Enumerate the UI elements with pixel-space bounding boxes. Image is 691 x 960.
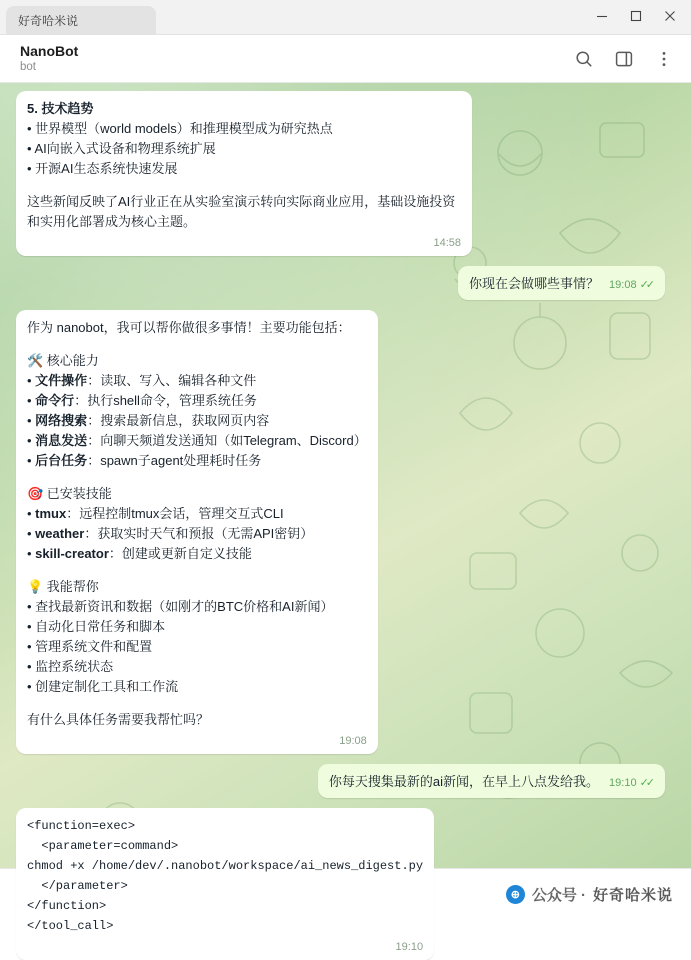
message-section-heading: 💡 我能帮你 bbox=[27, 579, 99, 594]
watermark-name: 好奇哈米说 bbox=[592, 887, 673, 904]
message-bubble-incoming-code[interactable] bbox=[16, 808, 434, 960]
chat-identity bbox=[20, 43, 571, 75]
spacer bbox=[27, 564, 367, 577]
message-line: • 文件操作：读取、写入、编辑各种文件 bbox=[27, 373, 257, 388]
message-row bbox=[16, 91, 665, 256]
message-line: • weather：获取实时天气和预报（无需API密钥） bbox=[27, 526, 314, 541]
message-bubble-incoming[interactable] bbox=[16, 91, 472, 256]
message-row bbox=[16, 310, 665, 754]
message-line: • 自动化日常任务和脚本 bbox=[27, 619, 166, 634]
message-meta bbox=[433, 236, 461, 250]
maximize-icon[interactable] bbox=[619, 2, 653, 30]
code-line: </tool_call> bbox=[27, 919, 114, 933]
message-line: 这些新闻反映了AI行业正在从实验室演示转向实际商业应用，基础设施投资和实用化部署成为核心主题。 bbox=[27, 194, 456, 229]
message-line: • 开源AI生态系统快速发展 bbox=[27, 161, 178, 176]
window-title-bar bbox=[0, 0, 691, 35]
window-controls bbox=[585, 2, 687, 30]
code-line: chmod +x /home/dev/.nanobot/workspace/ai_news_digest.py bbox=[27, 859, 424, 873]
message-time: 19:10 bbox=[395, 941, 424, 953]
code-line: </parameter> bbox=[27, 879, 128, 893]
search-icon[interactable] bbox=[571, 46, 597, 72]
chat-subtitle: bot bbox=[20, 60, 36, 73]
message-line: • 创建定制化工具和工作流 bbox=[27, 679, 179, 694]
message-line: • 消息发送：向聊天频道发送通知（如Telegram、Discord） bbox=[27, 433, 367, 448]
message-line: • 查找最新资讯和数据（如刚才的BTC价格和AI新闻） bbox=[27, 599, 334, 614]
message-line: • 命令行：执行shell命令，管理系统任务 bbox=[27, 393, 257, 408]
message-line: • 世界模型（world models）和推理模型成为研究热点 bbox=[27, 121, 333, 136]
message-meta bbox=[609, 278, 654, 292]
message-line: • 后台任务：spawn子agent处理耗时任务 bbox=[27, 453, 262, 468]
message-bubble-incoming[interactable] bbox=[16, 310, 378, 754]
message-line: • tmux：远程控制tmux会话，管理交互式CLI bbox=[27, 506, 284, 521]
message-line: 5. 技术趋势 bbox=[27, 101, 94, 116]
spacer bbox=[27, 179, 461, 192]
message-line: • 管理系统文件和配置 bbox=[27, 639, 153, 654]
message-line: • AI向嵌入式设备和物理系统扩展 bbox=[27, 141, 216, 156]
read-receipt-icon: ✓✓ bbox=[639, 777, 652, 789]
window-tab[interactable] bbox=[6, 6, 156, 34]
message-row bbox=[16, 266, 665, 300]
spacer bbox=[27, 697, 367, 710]
message-bubble-outgoing[interactable] bbox=[318, 764, 665, 798]
window-tab-label: 好奇哈米说 bbox=[18, 13, 79, 28]
spacer bbox=[27, 471, 367, 484]
message-line: 作为 nanobot，我可以帮你做很多事情！主要功能包括： bbox=[27, 320, 351, 335]
code-line: <function=exec> bbox=[27, 819, 136, 833]
message-meta bbox=[339, 734, 367, 748]
message-line: • 网络搜索：搜索最新信息，获取网页内容 bbox=[27, 413, 270, 428]
message-time: 14:58 bbox=[433, 237, 461, 249]
read-receipt-icon: ✓✓ bbox=[639, 279, 652, 291]
watermark-prefix: 公众号 · bbox=[531, 887, 586, 904]
header-actions bbox=[571, 46, 677, 72]
message-line: • 监控系统状态 bbox=[27, 659, 114, 674]
message-line: 有什么具体任务需要我帮忙吗？ bbox=[27, 712, 210, 727]
message-line: • skill-creator：创建或更新自定义技能 bbox=[27, 546, 252, 561]
message-time: 19:08 bbox=[339, 735, 367, 747]
chat-title: NanoBot bbox=[20, 42, 79, 59]
more-options-icon[interactable] bbox=[651, 46, 677, 72]
message-time: 19:08 bbox=[609, 279, 637, 291]
code-line: <parameter=command> bbox=[27, 839, 179, 853]
watermark bbox=[506, 884, 677, 905]
message-meta bbox=[609, 776, 654, 790]
message-line: 你每天搜集最新的ai新闻，在早上八点发给我。 bbox=[328, 774, 600, 789]
message-time: 19:10 bbox=[609, 777, 637, 789]
code-line: </function> bbox=[27, 899, 107, 913]
minimize-icon[interactable] bbox=[585, 2, 619, 30]
message-section-heading: 🛠️ 核心能力 bbox=[27, 353, 99, 368]
chat-header bbox=[0, 35, 691, 83]
message-row bbox=[16, 764, 665, 798]
spacer bbox=[27, 338, 367, 351]
sidebar-toggle-icon[interactable] bbox=[611, 46, 637, 72]
message-line: 你现在会做哪些事情？ bbox=[469, 276, 600, 291]
message-section-heading: 🎯 已安装技能 bbox=[27, 486, 112, 501]
globe-icon: ⊕ bbox=[506, 885, 525, 904]
close-icon[interactable] bbox=[653, 2, 687, 30]
message-meta bbox=[396, 940, 424, 954]
message-bubble-outgoing[interactable] bbox=[458, 266, 665, 300]
